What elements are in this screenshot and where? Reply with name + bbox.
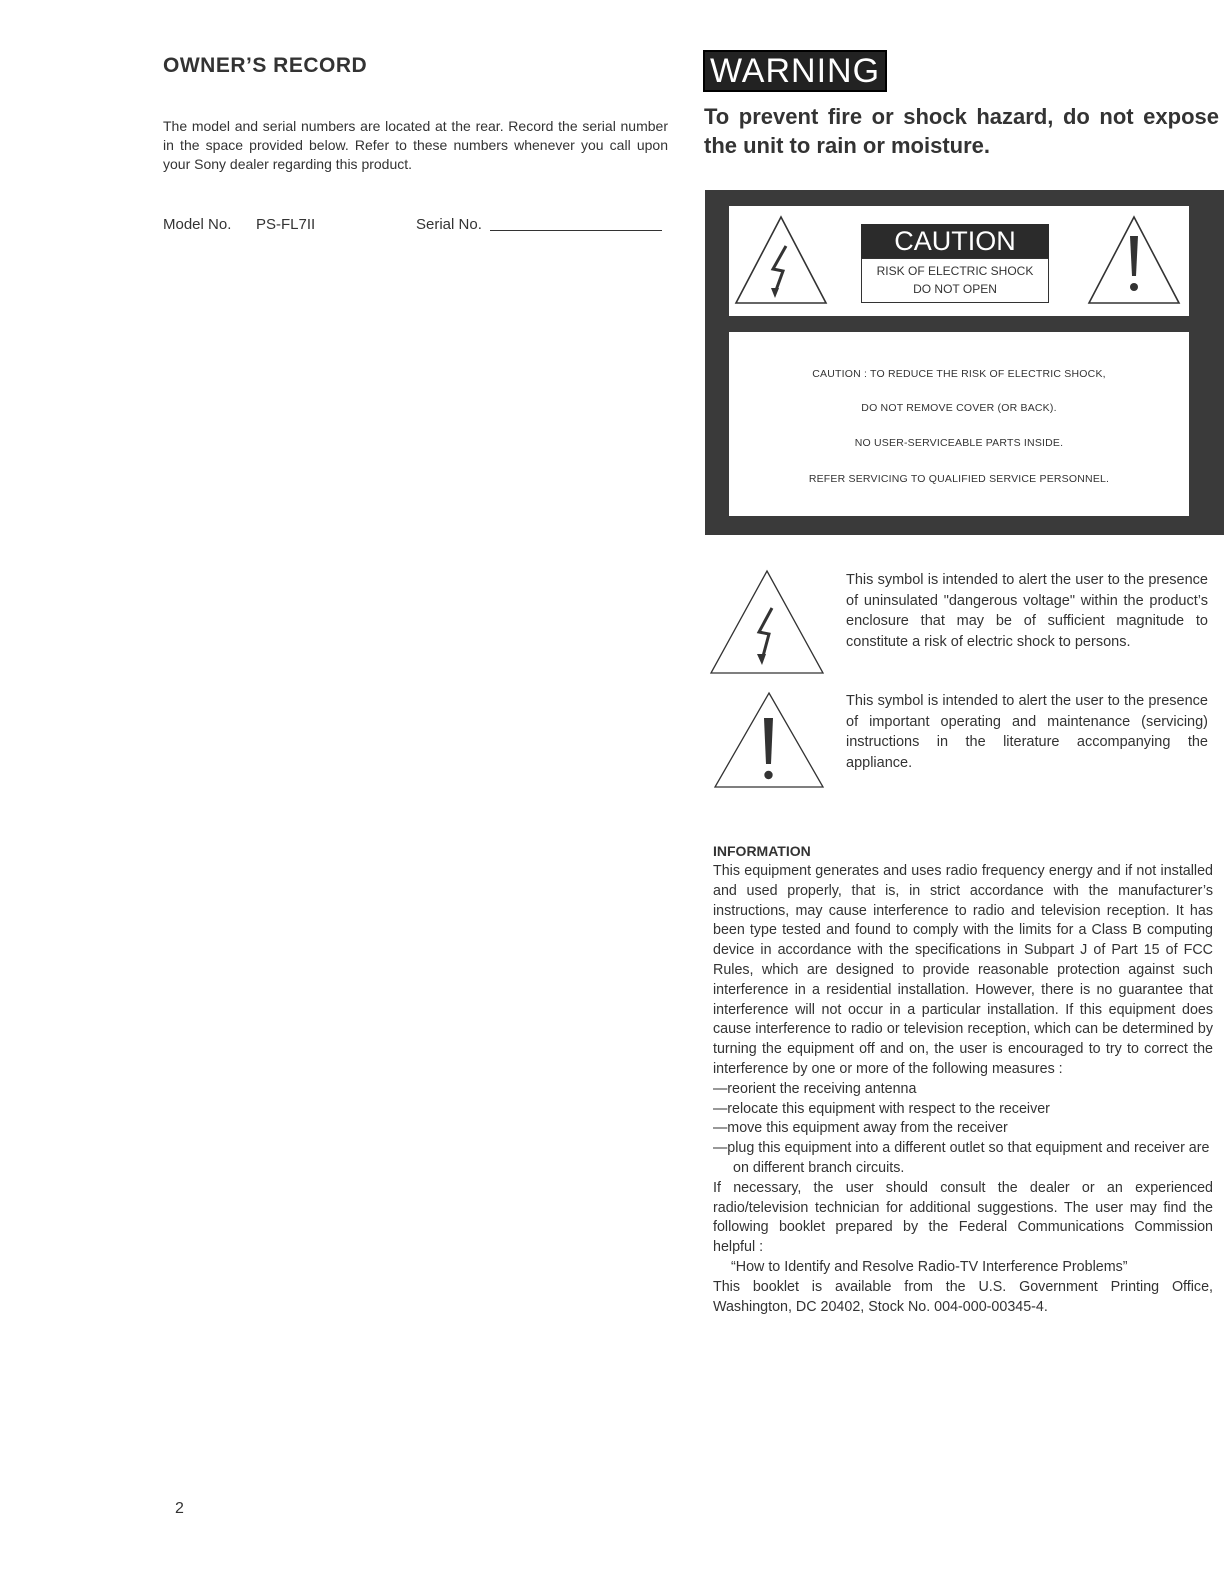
measure-item: —plug this equipment into a different outlet so that equipment and receiver are on different branch circuits. <box>713 1140 1210 1176</box>
measure-item: —relocate this equipment with respect to the receiver <box>713 1100 1050 1117</box>
information-paragraph-2: If necessary, the user should consult the dealer or an experienced radio/television technician for additional suggestions. The user may find the following booklet prepared by the Federal Communications Commission helpful : <box>713 1179 1213 1256</box>
lightning-symbol-text: This symbol is intended to alert the user to the presence of uninsulated "dangerous voltage" within the product’s enclosure that may be of sufficient magnitude to constitute a risk of electric shock to persons. <box>846 572 1208 650</box>
model-label: Model No. <box>163 216 232 233</box>
measure-item: —reorient the receiving antenna <box>713 1080 917 1097</box>
information-body <box>713 862 1213 1317</box>
caution-label-bottom <box>729 332 1189 516</box>
booklet-title: “How to Identify and Resolve Radio-TV Interference Problems” <box>731 1258 1128 1275</box>
page-number: 2 <box>175 1500 184 1517</box>
model-value: PS-FL7II <box>256 216 316 233</box>
measure-item: —move this equipment away from the receiver <box>713 1120 1008 1137</box>
caution-sub-line1: RISK OF ELECTRIC SHOCK <box>876 264 1034 278</box>
caution-line3: NO USER-SERVICEABLE PARTS INSIDE. <box>854 437 1064 449</box>
serial-label: Serial No. <box>416 216 482 233</box>
caution-line4: REFER SERVICING TO QUALIFIED SERVICE PERSONNEL. <box>808 473 1110 485</box>
caution-banner-text: CAUTION <box>894 226 1016 256</box>
information-paragraph-3: This booklet is available from the U.S. Government Printing Office, Washington, DC 20402, Stock No. 004-000-00345-4. <box>713 1278 1213 1315</box>
exclamation-symbol-icon <box>712 690 826 790</box>
caution-sub-line2: DO NOT OPEN <box>913 282 997 296</box>
caution-line2: DO NOT REMOVE COVER (OR BACK). <box>861 402 1057 414</box>
information-heading: INFORMATION <box>713 843 811 859</box>
warning-label: WARNING <box>709 52 881 90</box>
serial-number-blank <box>490 230 662 231</box>
exclamation-warning-icon <box>1086 214 1182 306</box>
owners-record-title: OWNER’S RECORD <box>163 54 368 77</box>
owners-record-text: The model and serial numbers are located at the rear. Record the serial number in the space provided below. Refer to these numbers whenever you call upon your Sony dealer regarding this product. <box>163 118 668 172</box>
caution-line1: CAUTION : TO REDUCE THE RISK OF ELECTRIC SHOCK, <box>812 368 1106 380</box>
lightning-symbol-icon <box>708 568 826 676</box>
warning-heading: To prevent fire or shock hazard, do not expose the unit to rain or moisture. <box>704 104 1219 158</box>
lightning-warning-icon <box>733 214 829 306</box>
information-paragraph: This equipment generates and uses radio frequency energy and if not installed and used properly, that is, in strict accordance with the manufacturer’s instructions, may cause interference to radio and television reception. It has been type tested and found to comply with the limits for a Class B computing device in accordance with the specifications in Subpart J of Part 15 of FCC Rules, which are designed to provide reasonable protection against such interference in a residential installation. However, there is no guarantee that interference will not occur in a particular installation. If this equipment does cause interference to radio or television reception, which can be determined by turning the equipment off and on, the user is encouraged to try to correct the interference by one or more of the following measures : <box>713 863 1213 1077</box>
exclamation-symbol-text: This symbol is intended to alert the user to the presence of important operating and maintenance (servicing) instructions in the literature accompanying the appliance. <box>846 693 1208 771</box>
